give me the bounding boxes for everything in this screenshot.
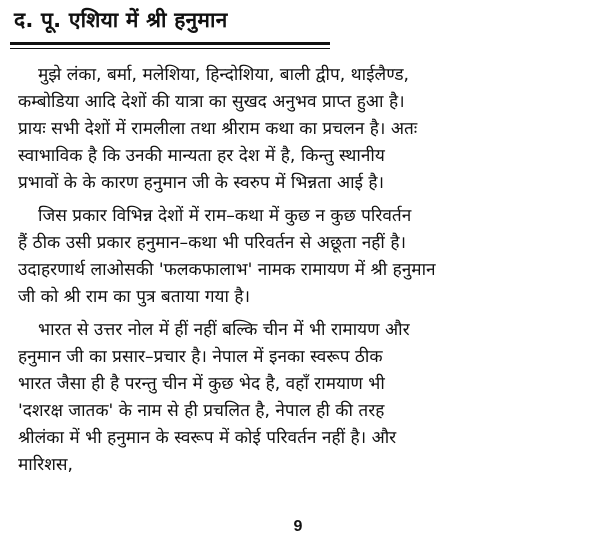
text-line: हनुमान जी का प्रसार–प्रचार है। नेपाल में इनका स्वरूप ठीक [18,347,383,367]
chapter-title: द. पू. एशिया में श्री हनुमान [14,8,228,32]
text-line: मारिशस, [18,455,73,475]
text-line: स्वाभाविक है कि उनकी मान्यता हर देश में है, किन्तु स्थानीय [18,146,385,166]
body-text [18,62,586,485]
page-number: 9 [293,518,303,535]
title-underline-thick [10,42,330,45]
text-line: कम्बोडिया आदि देशों की यात्रा का सुखद अनुभव प्राप्त हुआ है। [18,92,405,112]
paragraph-1 [18,62,586,197]
text-line: प्रभावों के के कारण हनुमान जी के स्वरुप में भिन्नता आई है। [18,173,385,193]
text-line: जिस प्रकार विभिन्न देशों में राम–कथा में कुछ न कुछ परिवर्तन [38,206,412,226]
text-line: हैं ठीक उसी प्रकार हनुमान–कथा भी परिवर्तन से अछूता नहीं है। [18,233,406,253]
text-line: मुझे लंका, बर्मा, मलेशिया, हिन्दोशिया, बाली द्वीप, थाईलैण्ड, [38,65,410,85]
text-line: प्रायः सभी देशों में रामलीला तथा श्रीराम कथा का प्रचलन है। अतः [18,119,418,139]
text-line: श्रीलंका में भी हनुमान के स्वरूप में कोई परिवर्तन नहीं है। और [18,428,397,448]
text-line: भारत जैसा ही है परन्तु चीन में कुछ भेद है, वहाँ रामयाण भी [18,374,385,394]
title-underline-thin [10,48,330,49]
paragraph-3 [18,317,586,479]
text-line: उदाहरणार्थ लाओसकी 'फलकफालाभ' नामक रामायण में श्री हनुमान [18,260,436,280]
text-line: जी को श्री राम का पुत्र बताया गया है। [18,287,251,307]
text-line: भारत से उत्तर नोल में हीं नहीं बल्कि चीन में भी रामायण और [38,320,410,340]
paragraph-2 [18,203,586,311]
text-line: 'दशरक्ष जातक' के नाम से ही प्रचलित है, नेपाल ही की तरह [18,401,385,421]
